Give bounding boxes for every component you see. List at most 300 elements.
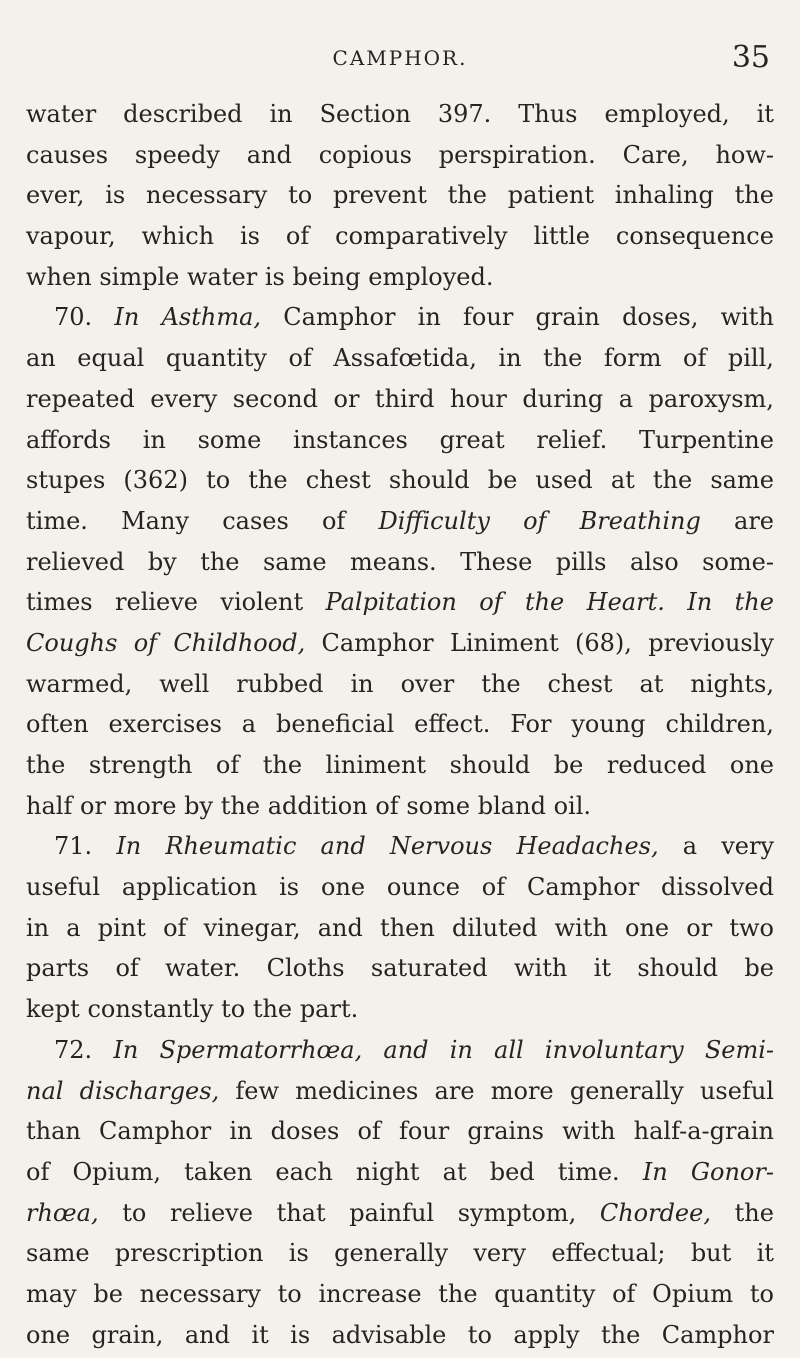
word: of	[321, 506, 346, 535]
word: useful	[26, 873, 100, 902]
text-line	[26, 948, 774, 989]
word: medicines	[295, 1076, 419, 1105]
text-line	[26, 745, 774, 786]
word: of	[683, 344, 707, 373]
word: bed	[489, 1157, 535, 1186]
word: Camphor	[321, 628, 434, 657]
word: the	[601, 1320, 641, 1349]
word: four	[463, 303, 514, 332]
word: to	[288, 181, 313, 210]
text-line	[26, 501, 774, 542]
word: the	[524, 588, 565, 617]
word: also	[629, 547, 679, 576]
word: an	[26, 344, 56, 373]
word: of	[215, 751, 240, 779]
text-line	[26, 135, 774, 176]
word: and	[320, 832, 366, 861]
word: Assafœtida,	[333, 344, 477, 373]
word: Childhood,	[173, 628, 306, 657]
word: paroxysm,	[648, 384, 774, 413]
word: relief.	[536, 425, 608, 454]
word: prevent	[332, 181, 427, 210]
word: liniment	[325, 751, 427, 779]
word: application	[121, 873, 258, 902]
word: In	[687, 588, 713, 617]
word: and	[184, 1320, 230, 1349]
word: Liniment	[449, 628, 559, 657]
word: Camphor	[527, 873, 640, 902]
word: equal	[77, 344, 145, 373]
word: involuntary	[544, 1035, 684, 1064]
word: some	[197, 425, 262, 454]
word: Breathing	[579, 506, 701, 535]
word: Section	[319, 100, 411, 128]
word: time.	[557, 1157, 620, 1186]
body-text	[26, 94, 774, 1355]
word: pills	[555, 547, 607, 576]
word: should	[388, 466, 470, 495]
word: diluted	[451, 913, 538, 942]
word: simple	[99, 262, 180, 291]
word: to	[122, 1198, 147, 1227]
word: to	[277, 1279, 302, 1308]
word: is	[264, 262, 285, 291]
word: one	[320, 873, 366, 902]
word: of	[481, 873, 506, 902]
word: may	[26, 1279, 77, 1308]
word: apply	[513, 1320, 580, 1349]
word: instances	[293, 425, 408, 454]
text-line	[26, 542, 774, 583]
word: These	[460, 547, 533, 576]
word: Opium	[652, 1279, 734, 1308]
text-line	[26, 1030, 774, 1071]
word: Turpentine	[638, 425, 774, 454]
word: often	[26, 710, 89, 739]
word: chest	[547, 669, 613, 698]
word: necessary	[146, 181, 268, 210]
word: Coughs	[26, 628, 118, 657]
word: Many	[121, 506, 190, 535]
page-header	[0, 38, 800, 78]
word: nal	[26, 1076, 64, 1105]
word: Nervous	[389, 832, 493, 861]
word: Headaches,	[516, 832, 659, 861]
word: kept	[26, 995, 80, 1024]
word: more	[113, 791, 177, 820]
word: discharges,	[79, 1076, 220, 1105]
word: four	[398, 1117, 450, 1146]
word: Semi-	[704, 1035, 774, 1064]
word: it	[593, 954, 611, 983]
word: of	[115, 954, 139, 983]
text-line	[26, 338, 774, 379]
word: of	[612, 1279, 636, 1308]
word: relieve	[115, 588, 199, 617]
word: it	[756, 100, 774, 128]
word: be	[93, 1279, 123, 1308]
word: the	[262, 751, 303, 779]
word: prescription	[114, 1239, 264, 1268]
word: useful	[699, 1076, 774, 1105]
word: in	[417, 303, 441, 332]
word: rhœa,	[26, 1198, 99, 1227]
word: Camphor	[661, 1320, 774, 1349]
word: should	[449, 751, 531, 779]
word: painful	[349, 1198, 435, 1227]
word: vinegar,	[203, 913, 301, 942]
text-line	[26, 420, 774, 461]
word: copious	[318, 140, 412, 169]
word: the	[734, 1198, 774, 1227]
word: stupes	[26, 466, 106, 495]
word: speedy	[134, 140, 220, 169]
word: to	[467, 1320, 492, 1349]
word: in	[269, 100, 293, 128]
word: the	[481, 669, 521, 698]
word: is	[290, 1320, 311, 1349]
word: Rheumatic	[165, 832, 297, 861]
page-number: 35	[731, 40, 770, 75]
word: when	[26, 262, 92, 291]
word: same	[710, 466, 774, 495]
word: to	[206, 466, 231, 495]
text-line	[26, 1274, 774, 1315]
word: employed,	[604, 100, 730, 128]
word: necessary	[139, 1279, 261, 1308]
word: doses,	[622, 303, 699, 332]
word: one	[625, 913, 670, 942]
word: strength	[88, 751, 193, 779]
word: or	[686, 913, 713, 942]
word: night	[355, 1157, 420, 1186]
word: In	[113, 1035, 139, 1064]
word: with	[513, 954, 568, 983]
word: water.	[165, 954, 241, 983]
word: to	[749, 1279, 774, 1308]
word: affords	[26, 425, 111, 454]
word: or	[333, 384, 360, 413]
word: half-a-grain	[633, 1117, 774, 1146]
word: Care,	[622, 140, 689, 169]
word: (362)	[123, 466, 188, 495]
word: in	[26, 913, 50, 942]
word: by	[184, 791, 214, 820]
word: little	[533, 222, 591, 251]
text-line	[26, 786, 774, 827]
word: in	[498, 344, 522, 373]
word: comparatively	[335, 222, 508, 251]
word: relieved	[26, 547, 125, 576]
word: with	[562, 1117, 616, 1146]
word: are	[434, 1076, 475, 1105]
word: ever,	[26, 181, 85, 210]
word: some	[406, 791, 471, 820]
word: dissolved	[661, 873, 774, 902]
word: 397.	[437, 100, 492, 128]
word: Camphor	[99, 1117, 212, 1146]
word: parts	[26, 954, 90, 983]
word: children,	[665, 710, 774, 739]
text-line	[26, 216, 774, 257]
word: the	[734, 181, 774, 210]
word: be	[553, 751, 584, 779]
word: in	[142, 425, 166, 454]
word: constantly	[87, 995, 214, 1024]
text-line	[26, 94, 774, 135]
word: Thus	[518, 100, 578, 128]
word: few	[235, 1076, 280, 1105]
word: symptom,	[457, 1198, 577, 1227]
word: of	[523, 506, 547, 535]
word: of	[479, 588, 503, 617]
word: violent	[220, 588, 304, 617]
word: form	[603, 344, 662, 373]
word: increase	[318, 1279, 422, 1308]
word: and	[317, 913, 363, 942]
word: In	[114, 303, 140, 332]
text-line	[26, 1071, 774, 1112]
word: should	[637, 954, 719, 983]
word: Palpitation	[325, 588, 457, 617]
word: of	[26, 1157, 50, 1186]
word: more	[490, 1076, 554, 1105]
word: great	[439, 425, 505, 454]
word: warmed,	[26, 669, 133, 698]
word: some-	[702, 547, 774, 576]
word: grain	[535, 303, 600, 332]
word: a	[241, 710, 257, 739]
word: 71.	[54, 832, 93, 861]
word: every	[150, 384, 218, 413]
text-line	[26, 379, 774, 420]
word: ounce	[386, 873, 460, 902]
word: generally	[334, 1239, 448, 1268]
word: vapour,	[26, 222, 116, 251]
word: it	[756, 1239, 774, 1268]
word: In	[116, 832, 142, 861]
word: one	[729, 751, 774, 779]
word: over	[400, 669, 455, 698]
word: half	[26, 791, 73, 820]
word: is	[288, 1239, 309, 1268]
word: at	[442, 1157, 467, 1186]
word: the	[252, 995, 293, 1024]
word: chest	[305, 466, 371, 495]
text-line	[26, 1111, 774, 1152]
word: quantity	[165, 344, 267, 373]
word: nights,	[690, 669, 774, 698]
word: be	[487, 466, 518, 495]
word: a	[618, 384, 633, 413]
word: described	[123, 100, 243, 128]
word: grain,	[91, 1320, 164, 1349]
word: generally	[569, 1076, 684, 1105]
word: 72.	[54, 1035, 93, 1064]
word: means.	[350, 547, 437, 576]
word: be	[744, 954, 774, 983]
word: of	[163, 913, 187, 942]
text-line	[26, 908, 774, 949]
word: well	[159, 669, 210, 698]
word: patient	[507, 181, 595, 210]
word: Spermatorrhœa,	[159, 1035, 363, 1064]
text-line	[26, 867, 774, 908]
word: taken	[184, 1157, 253, 1186]
word: times	[26, 588, 93, 617]
text-line	[26, 989, 774, 1030]
text-line	[26, 1233, 774, 1274]
word: previously	[648, 628, 774, 657]
word: repeated	[26, 384, 135, 413]
word: consequence	[615, 222, 774, 251]
word: same	[262, 547, 327, 576]
word: by	[147, 547, 177, 576]
word: grains	[467, 1117, 544, 1146]
word: used	[535, 466, 593, 495]
word: all	[494, 1035, 524, 1064]
word: saturated	[370, 954, 488, 983]
word: of	[375, 791, 399, 820]
word: being	[292, 262, 361, 291]
text-line	[26, 664, 774, 705]
word: the	[438, 1279, 478, 1308]
word: cases	[222, 506, 289, 535]
word: each	[275, 1157, 333, 1186]
word: Asthma,	[161, 303, 262, 332]
word: For	[510, 710, 552, 739]
text-line	[26, 704, 774, 745]
word: very	[473, 1239, 527, 1268]
word: Cloths	[266, 954, 345, 983]
word: during	[522, 384, 604, 413]
word: pint	[97, 913, 146, 942]
word: water	[187, 262, 258, 291]
word: reduced	[606, 751, 707, 779]
word: 70.	[54, 303, 93, 332]
word: Chordee,	[599, 1198, 711, 1227]
word: and	[246, 140, 292, 169]
word: Difficulty	[378, 506, 490, 535]
word: one	[26, 1320, 71, 1349]
word: at	[639, 669, 664, 698]
word: the	[447, 181, 487, 210]
word: in	[449, 1035, 473, 1064]
word: than	[26, 1117, 81, 1146]
word: (68),	[575, 628, 632, 657]
text-line	[26, 460, 774, 501]
word: time.	[26, 506, 88, 535]
word: the	[26, 751, 66, 779]
word: the	[200, 547, 240, 576]
word: employed.	[368, 262, 494, 291]
text-line	[26, 623, 774, 664]
word: with	[720, 303, 774, 332]
word: Camphor	[283, 303, 396, 332]
word: at	[610, 466, 635, 495]
word: relieve	[169, 1198, 253, 1227]
word: bland	[477, 791, 546, 820]
word: to	[221, 995, 246, 1024]
text-line	[26, 826, 774, 867]
text-line	[26, 297, 774, 338]
word: effectual;	[551, 1239, 666, 1268]
word: young	[571, 710, 646, 739]
word: oil.	[553, 791, 592, 820]
word: which	[141, 222, 215, 251]
word: In	[642, 1157, 668, 1186]
word: of	[133, 628, 158, 657]
word: the	[652, 466, 693, 495]
word: third	[374, 384, 435, 413]
word: in	[229, 1117, 253, 1146]
word: advisable	[331, 1320, 447, 1349]
word: but	[690, 1239, 732, 1268]
word: hour	[450, 384, 507, 413]
word: or	[80, 791, 106, 820]
word: the	[543, 344, 583, 373]
text-line	[26, 582, 774, 623]
word: very	[721, 832, 774, 861]
text-line	[26, 1193, 774, 1234]
word: perspiration.	[438, 140, 596, 169]
word: a	[682, 832, 698, 861]
word: second	[232, 384, 318, 413]
word: beneficial	[275, 710, 395, 739]
word: of	[285, 222, 310, 251]
word: how-	[715, 140, 774, 169]
word: doses	[270, 1117, 340, 1146]
word: with	[554, 913, 608, 942]
word: in	[350, 669, 374, 698]
word: causes	[26, 140, 109, 169]
word: addition	[267, 791, 368, 820]
text-line	[26, 257, 774, 298]
word: Heart.	[586, 588, 665, 617]
word: pill,	[727, 344, 774, 373]
text-line	[26, 1152, 774, 1193]
word: and	[383, 1035, 429, 1064]
word: quantity	[494, 1279, 596, 1308]
word: inhaling	[614, 181, 714, 210]
word: two	[729, 913, 774, 942]
word: it	[251, 1320, 269, 1349]
word: Gonor-	[690, 1157, 774, 1186]
word: the	[734, 588, 774, 617]
word: rubbed	[236, 669, 324, 698]
word: of	[357, 1117, 381, 1146]
word: is	[240, 222, 260, 251]
word: effect.	[414, 710, 491, 739]
text-line	[26, 175, 774, 216]
word: the	[248, 466, 288, 495]
word: Opium,	[72, 1157, 162, 1186]
text-line	[26, 1315, 774, 1356]
word: same	[26, 1239, 90, 1268]
word: a	[66, 913, 81, 942]
running-title: CAMPHOR.	[332, 46, 468, 70]
word: that	[276, 1198, 326, 1227]
word: part.	[299, 995, 359, 1024]
word: is	[105, 181, 126, 210]
word: exercises	[108, 710, 222, 739]
word: the	[220, 791, 261, 820]
word: is	[279, 873, 300, 902]
word: then	[380, 913, 435, 942]
word: are	[734, 506, 774, 535]
word: water	[26, 100, 97, 128]
word: of	[288, 344, 312, 373]
